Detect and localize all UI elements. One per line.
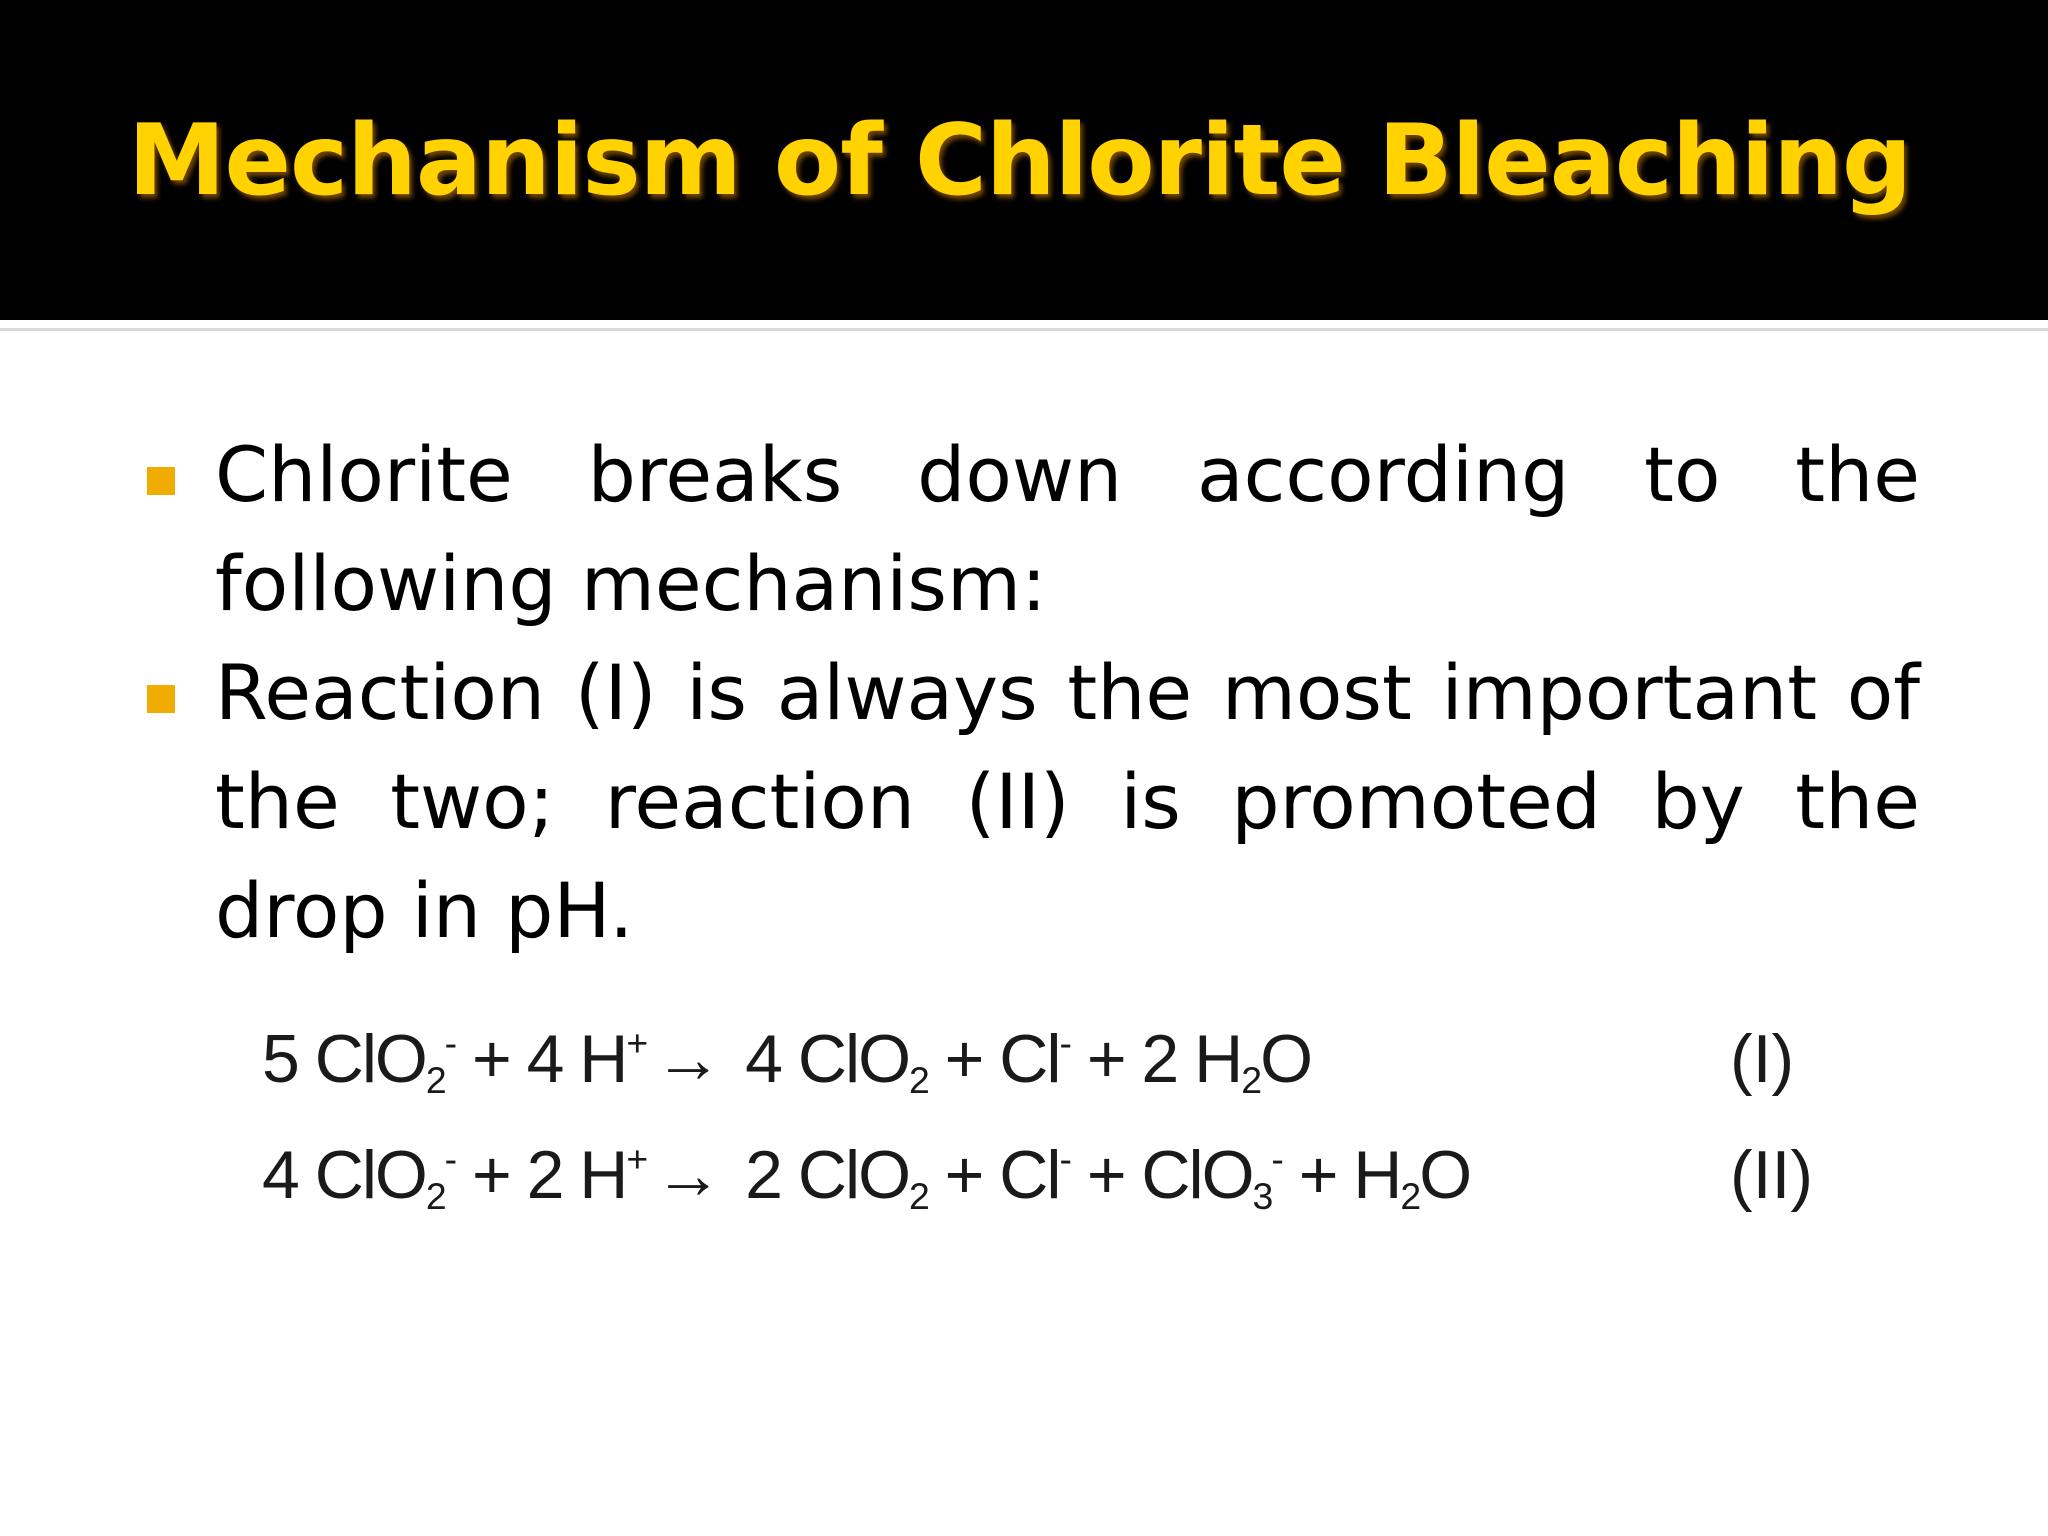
superscript: +: [626, 1137, 647, 1180]
subscript: 2: [908, 1059, 928, 1102]
equation-term: + ClO: [1069, 1137, 1253, 1213]
equation-term: + Cl: [927, 1021, 1060, 1097]
equation-term: 4 ClO: [262, 1137, 426, 1213]
title-divider: [0, 328, 2048, 331]
subscript: 2: [1400, 1175, 1420, 1218]
superscript: -: [1059, 1021, 1070, 1064]
square-bullet-icon: [147, 467, 175, 495]
equation-term: 4 ClO: [728, 1021, 909, 1097]
equation-label: (I): [1730, 1021, 1795, 1097]
subscript: 2: [908, 1175, 928, 1218]
bullet-text: Reaction (I) is always the most important of the two; reaction (II) is promoted by the drop in pH.: [215, 648, 1920, 955]
slide-title: Mechanism of Chlorite Bleaching: [128, 104, 1912, 218]
equation-term: + Cl: [927, 1137, 1060, 1213]
equation-term: + 4 H: [455, 1021, 627, 1097]
equation-row-2: [262, 1136, 1822, 1252]
superscript: -: [1059, 1137, 1070, 1180]
equation-term: O: [1419, 1137, 1471, 1213]
subscript: 3: [1252, 1175, 1272, 1218]
equation-term: 2 ClO: [728, 1137, 909, 1213]
subscript: 2: [425, 1175, 445, 1218]
superscript: -: [444, 1137, 456, 1180]
equation-term: + H: [1281, 1137, 1401, 1213]
subscript: 2: [425, 1059, 445, 1102]
superscript: +: [626, 1021, 647, 1064]
subscript: 2: [1241, 1059, 1261, 1102]
bullet-item: [140, 638, 1920, 965]
superscript: -: [1271, 1137, 1282, 1180]
equation-term: O: [1260, 1021, 1311, 1097]
equation-term: 5 ClO: [262, 1021, 426, 1097]
equation-term: + 2 H: [1069, 1021, 1242, 1097]
superscript: -: [444, 1021, 456, 1064]
chemical-equation: [262, 1136, 1471, 1218]
equation-label: (II): [1730, 1137, 1814, 1213]
equation-block: [262, 1020, 1822, 1252]
square-bullet-icon: [147, 685, 175, 713]
reaction-arrow-icon: →: [654, 1021, 721, 1097]
reaction-arrow-icon: →: [654, 1137, 721, 1213]
bullet-item: [140, 420, 1920, 638]
equation-term: + 2 H: [455, 1137, 627, 1213]
equation-row-1: [262, 1020, 1822, 1136]
bullet-text: Chlorite breaks down according to the following mechanism:: [215, 430, 1920, 628]
chemical-equation: [262, 1020, 1311, 1102]
bullet-list: [140, 420, 1920, 965]
